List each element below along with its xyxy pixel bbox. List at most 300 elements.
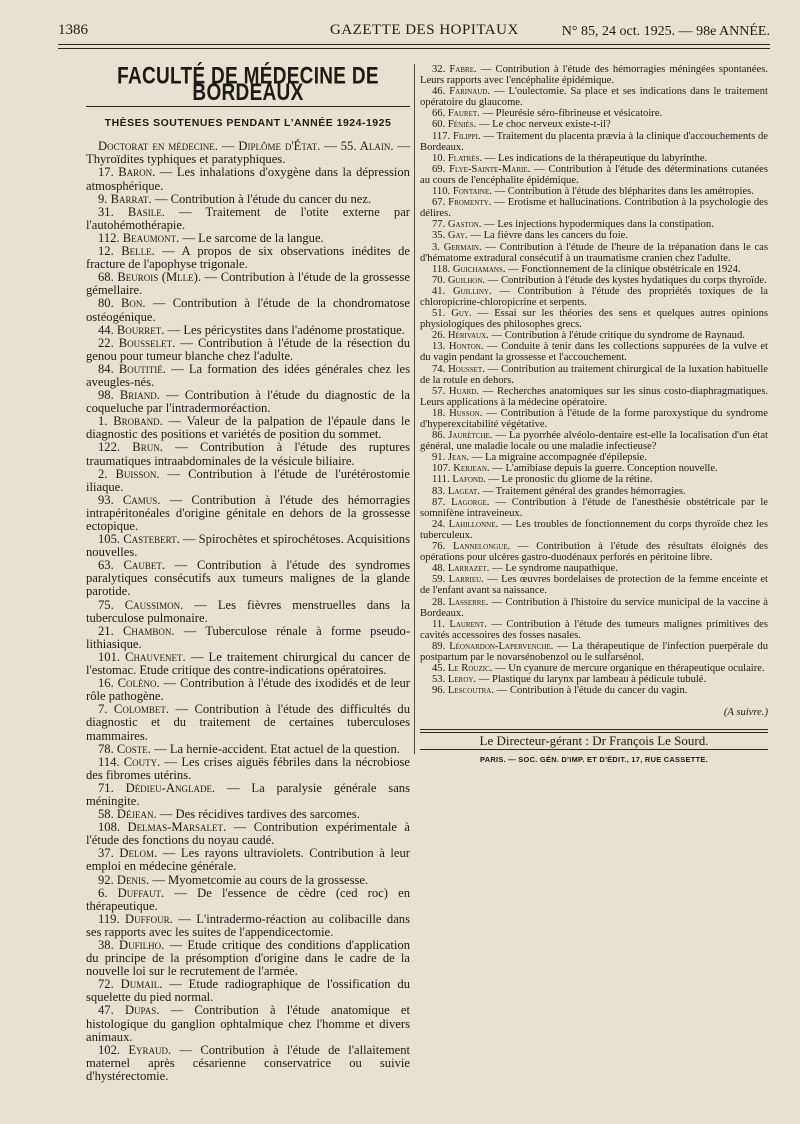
thesis-author: Duffaut.: [117, 885, 165, 900]
thesis-title: — Les indications de la thérapeutique du labyrinthe.: [484, 152, 708, 164]
thesis-number: 53.: [432, 674, 446, 686]
intro-text: — Thyroïdites typhiques et paratyphiques.: [86, 139, 410, 167]
thesis-number: 45.: [432, 663, 446, 675]
thesis-author: Baron.: [118, 165, 156, 180]
intro-label: Doctorat en médecine. — Diplôme d'État.: [98, 139, 321, 154]
thesis-author: Gay.: [447, 230, 468, 242]
thesis-number: 110.: [432, 186, 451, 198]
thesis-entry: [420, 563, 768, 574]
thesis-number: 76.: [432, 541, 446, 553]
thesis-title: — Contribution à l'étude anatomique et histologique du ganglion ophtalmique chez l'homme et divers animaux.: [86, 1003, 410, 1044]
thesis-title: — Conduite à tenir dans les collections suppurées de la vulve et du vagin pendant la grossesse et l'accouchement.: [420, 341, 768, 364]
thesis-number: 92.: [98, 872, 114, 887]
thesis-title: — Contribution à l'étude des propriétés toxiques de la chloropicrine-chloropicrine et serpents.: [420, 285, 768, 308]
thesis-author: Lescoutra.: [447, 685, 494, 697]
thesis-author: Larrazet.: [447, 563, 490, 575]
journal-title: GAZETTE DES HOPITAUX: [330, 22, 519, 38]
thesis-entry: [420, 641, 768, 663]
thesis-title: — Essai sur les théories des sens et quelques autres opinions physiologiques des philosophes grecs.: [420, 308, 769, 331]
header-rule: [58, 44, 770, 45]
thesis-number: 74.: [432, 363, 446, 375]
thesis-entry: [420, 330, 768, 341]
thesis-number: 84.: [98, 361, 114, 376]
issue-info: N° 85, 24 oct. 1925. — 98e ANNÉE.: [561, 24, 770, 39]
thesis-number: 71.: [98, 780, 114, 795]
thesis-author: Gaston.: [447, 219, 482, 231]
thesis-entry: [86, 1004, 410, 1043]
thesis-title: — L'amibiase depuis la guerre. Conception nouvelle.: [492, 463, 718, 475]
thesis-entry: [86, 756, 410, 782]
thesis-title: — L'oulectomie. Sa place et ses indications dans le traitement opératoire du glaucome.: [420, 86, 768, 109]
thesis-number: 35.: [432, 230, 446, 242]
thesis-entry: [86, 271, 410, 297]
thesis-title: — La formation des idées générales chez les aveugles-nés.: [86, 361, 410, 389]
thesis-title: — Plastique du larynx par lambeau à pédicule tubulé.: [478, 674, 707, 686]
thesis-title: — Le syndrome naupathique.: [491, 563, 618, 575]
thesis-entry: [86, 363, 410, 389]
thesis-title: — Le sarcome de la langue.: [182, 230, 324, 245]
thesis-author: Filippi.: [452, 130, 481, 142]
thesis-title: — Contribution à l'étude de l'allaitement maternel après césarienne conservatrice ou suivie d'hystérectomie.: [86, 1042, 411, 1083]
thesis-number: 7.: [98, 702, 108, 717]
thesis-title: — Contribution à l'étude des hémorragies intrapéritonéales d'origine génitale en dehors de la grossesse ectopique.: [86, 492, 410, 533]
thesis-title: — Etude critique des conditions d'application du principe de la présomption d'origine dans le cadre de la nouvelle loi sur le recrutement de l'armée.: [86, 938, 411, 979]
thesis-number: 111.: [432, 474, 450, 486]
thesis-number: 112.: [98, 230, 120, 245]
thesis-title: — Contribution à l'étude des déterminations cutanées au cours de l'encéphalite épidémique.: [420, 163, 768, 186]
thesis-entry: [420, 597, 768, 619]
thesis-author: Delmas-Marsalet.: [127, 820, 227, 835]
thesis-entry: [86, 887, 410, 913]
thesis-number: 108.: [98, 820, 121, 835]
thesis-title: — Recherches anatomiques sur les sinus costo-diaphragmatiques. Leurs applications à la médecine opératoire.: [420, 385, 768, 408]
thesis-entry: [86, 337, 410, 363]
thesis-entry: [420, 486, 768, 497]
thesis-title: — Contribution à l'étude du cancer du nez.: [154, 191, 372, 206]
thesis-author: Briand.: [119, 388, 160, 403]
thesis-entry: [420, 341, 768, 363]
signature-bottom-rule: [420, 749, 768, 750]
header-rule-second: [58, 48, 770, 49]
thesis-number: 22.: [98, 335, 114, 350]
thesis-title: — Contribution à l'étude des blépharites dans les amétropies.: [494, 186, 754, 198]
thesis-author: Coléno.: [117, 676, 160, 691]
thesis-author: Laurent.: [449, 618, 487, 630]
thesis-number: 114.: [98, 754, 120, 769]
thesis-author: Léonardon-Lapervenche.: [449, 640, 554, 652]
thesis-title: — Contribution à l'étude des difficultés du diagnostic et du traitement de certaines tuberculoses mammaires.: [86, 702, 410, 743]
thesis-author: Guy.: [451, 308, 472, 320]
thesis-number: 122.: [98, 440, 121, 455]
thesis-title: — Les péricystites dans l'adénome prostatique.: [167, 322, 405, 337]
thesis-title: — Contribution à l'étude du diagnostic de la coqueluche par l'intradermoréaction.: [86, 388, 410, 416]
thesis-author: Dupas.: [124, 1003, 160, 1018]
thesis-author: Lannelongue.: [452, 541, 511, 553]
thesis-entry: [420, 308, 768, 330]
thesis-title: — Les crises aiguës fébriles dans la nécrobiose des fibromes utérins.: [86, 754, 410, 782]
thesis-entry: [420, 86, 768, 108]
thesis-entry: [420, 108, 768, 119]
thesis-entry: [420, 242, 768, 264]
thesis-number: 86.: [432, 430, 446, 442]
thesis-author: Boutitié.: [118, 361, 166, 376]
thesis-entry: [420, 286, 768, 308]
thesis-entry: [420, 119, 768, 130]
right-thesis-list: [420, 64, 768, 696]
thesis-entry: [86, 245, 410, 271]
thesis-entry: [86, 847, 410, 873]
thesis-title: — La migraine accompagnée d'épilepsie.: [471, 452, 647, 464]
thesis-author: Féniès.: [447, 119, 477, 131]
thesis-title: — Les fièvres menstruelles dans la tuberculose pulmonaire.: [86, 597, 411, 625]
thesis-number: 38.: [98, 938, 114, 952]
thesis-author: Lageat.: [447, 485, 480, 497]
thesis-author: Lagorge.: [451, 496, 490, 508]
thesis-number: 105.: [98, 532, 121, 547]
thesis-author: Camus.: [122, 492, 161, 507]
intro-entry: [86, 140, 410, 166]
thesis-title: — Le traitement chirurgical du cancer de l'estomac. Etude critique des contre-indications opératoires.: [86, 649, 410, 678]
thesis-number: 1.: [98, 414, 108, 429]
thesis-author: Caussimon.: [124, 597, 184, 612]
thesis-number: 78.: [98, 741, 114, 756]
thesis-author: Barrat.: [110, 191, 152, 206]
thesis-number: 21.: [98, 623, 114, 638]
thesis-number: 119.: [98, 911, 120, 926]
thesis-number: 2.: [98, 466, 108, 481]
thesis-number: 37.: [98, 846, 114, 861]
thesis-author: Colombet.: [113, 702, 169, 717]
thesis-number: 96.: [432, 685, 446, 697]
thesis-title: — La fièvre dans les cancers du foie.: [470, 230, 629, 242]
thesis-entry: [420, 430, 768, 452]
thesis-entry: [420, 541, 768, 563]
thesis-title: — Contribution expérimentale à l'étude des fonctions du noyau caudé.: [86, 820, 410, 848]
to-follow: (A suivre.): [723, 706, 768, 718]
thesis-author: Larrieu.: [448, 574, 484, 586]
thesis-author: Flye-Sainte-Marie.: [449, 163, 531, 175]
thesis-entry: [420, 663, 768, 674]
thesis-entry: [420, 364, 768, 386]
thesis-number: 46.: [432, 86, 446, 98]
thesis-author: Beaumont.: [122, 230, 180, 245]
thesis-entry: [420, 131, 768, 153]
thesis-title: — Les injections hypodermiques dans la constipation.: [484, 219, 714, 231]
thesis-entry: [86, 166, 410, 192]
thesis-entry: [420, 230, 768, 241]
thesis-entry: [420, 386, 768, 408]
thesis-author: Husson.: [449, 407, 483, 419]
thesis-author: Farinaud.: [449, 86, 491, 98]
thesis-number: 98.: [98, 388, 114, 403]
theses-subtitle: THÈSES SOUTENUES PENDANT L'ANNÉE 1924-1925: [104, 117, 392, 130]
thesis-title: — La thérapeutique de l'infection puerpérale du postpartum par le novarsénobenzol ou le sulfarsénol.: [420, 640, 769, 663]
thesis-entry: [420, 519, 768, 541]
thesis-author: Beurois (Mlle).: [117, 270, 201, 285]
thesis-entry: [420, 275, 768, 286]
thesis-title: — Les inhalations d'oxygène dans la dépression atmosphérique.: [86, 165, 410, 193]
thesis-title: — Contribution à l'étude des kystes hydatiques du corps thyroïde.: [487, 274, 767, 286]
page-header: [58, 20, 770, 42]
signature-rule: [420, 729, 768, 730]
thesis-number: 13.: [432, 341, 446, 353]
thesis-author: Castebert.: [123, 532, 180, 547]
thesis-author: Lafond.: [452, 474, 486, 486]
thesis-entry: [420, 408, 768, 430]
thesis-title: — De l'essence de cèdre (ced roc) en thérapeutique.: [86, 885, 410, 913]
director-signature: Le Directeur-gérant : Dr François Le Sourd.: [479, 732, 709, 748]
thesis-entry: [420, 186, 768, 197]
thesis-entry: [420, 197, 768, 219]
thesis-number: 48.: [432, 563, 446, 575]
thesis-title: — Myometcomie au cours de la grossesse.: [152, 872, 369, 887]
thesis-entry: [86, 978, 410, 1004]
thesis-author: Déjean.: [116, 807, 157, 822]
thesis-author: Bon.: [121, 296, 146, 311]
thesis-title: — Spirochètes et spirochétoses. Acquisitions nouvelles.: [86, 532, 410, 560]
thesis-title: — Pleurésie séro-fibrineuse et vésicatoire.: [482, 108, 663, 120]
thesis-entry: [86, 821, 410, 847]
thesis-author: Duffour.: [125, 911, 173, 926]
thesis-title: — Contribution à l'étude de la chondromatose ostéogénique.: [86, 296, 411, 324]
thesis-title: — Contribution à l'étude de l'anesthésie obstétricale par le somnifène intraveineux.: [420, 496, 768, 519]
thesis-number: 11.: [432, 618, 445, 630]
thesis-title: — Contribution à l'étude de la forme paroxystique du syndrome d'hyperexcitabilité végétative.: [420, 407, 768, 430]
thesis-author: Lahillonne.: [448, 518, 499, 530]
thesis-author: Flatrès.: [447, 152, 483, 164]
thesis-number: 83.: [432, 485, 446, 497]
thesis-title: — Contribution à l'étude de la résection du genou pour tumeur blanche chez l'adulte.: [86, 335, 410, 363]
thesis-number: 31.: [98, 204, 114, 219]
thesis-author: Huard.: [448, 385, 480, 397]
thesis-number: 28.: [432, 596, 446, 608]
thesis-entry: [86, 297, 410, 323]
thesis-entry: [86, 677, 410, 703]
thesis-author: Jean.: [447, 452, 470, 464]
thesis-number: 77.: [432, 219, 446, 231]
thesis-title: — Contribution à l'étude critique du syndrome de Raynaud.: [491, 330, 745, 342]
thesis-entry: [420, 574, 768, 596]
thesis-number: 57.: [432, 385, 446, 397]
thesis-title: — Contribution à l'étude des ixodidés et de leur rôle pathogène.: [86, 676, 410, 704]
thesis-number: 60.: [432, 119, 446, 131]
thesis-author: Dumail.: [120, 977, 163, 992]
thesis-entry: [86, 533, 410, 559]
thesis-number: 18.: [432, 407, 446, 419]
thesis-title: — A propos de six observations inédites de fracture de l'apophyse trigonale.: [86, 244, 411, 272]
right-column: [420, 64, 768, 765]
thesis-author: Lasserre.: [448, 596, 489, 608]
thesis-author: Fabre.: [449, 64, 477, 75]
left-column: [86, 64, 410, 1083]
thesis-title: — Valeur de la palpation de l'épaule dans le diagnostic des positions et variétés de position du sommet.: [86, 414, 411, 442]
thesis-entry: [420, 264, 768, 275]
thesis-entry: [86, 559, 410, 598]
thesis-number: 67.: [432, 197, 446, 209]
thesis-entry: [86, 782, 410, 808]
thesis-author: Couty.: [123, 754, 161, 769]
thesis-author: Fauret.: [447, 108, 480, 120]
thesis-entry: [86, 703, 410, 742]
thesis-entry: [420, 219, 768, 230]
thesis-title: — La hernie-accident. Etat actuel de la question.: [154, 741, 400, 756]
thesis-title: — Contribution à l'étude des syndromes paralytiques consécutifs aux tumeurs malignes de la glande parotide.: [86, 558, 410, 599]
thesis-number: 12.: [98, 244, 114, 259]
thesis-author: Delom.: [119, 846, 158, 861]
thesis-author: Bourret.: [116, 322, 165, 337]
thesis-author: Le Rouzic.: [447, 663, 493, 675]
thesis-author: Buisson.: [115, 466, 160, 481]
thesis-number: 66.: [432, 108, 446, 120]
thesis-entry: [420, 619, 768, 641]
thesis-number: 26.: [432, 330, 446, 342]
thesis-number: 59.: [432, 574, 446, 586]
thesis-entry: [86, 1044, 410, 1083]
thesis-entry: [86, 389, 410, 415]
thesis-title: — Etude radiographique de l'ossification du squelette du pied normal.: [86, 977, 410, 1005]
printer-line: PARIS. — SOC. GÉN. D'IMP. ET D'ÉDIT., 17, RUE CASSETTE.: [480, 754, 708, 764]
thesis-number: 102.: [98, 1042, 121, 1057]
thesis-number: 75.: [98, 597, 114, 612]
thesis-author: Denis.: [116, 872, 150, 887]
thesis-title: — La paralysie générale sans méningite.: [86, 780, 410, 808]
thesis-entry: [86, 468, 410, 494]
thesis-number: 3.: [432, 241, 440, 253]
thesis-entry: [86, 913, 410, 939]
thesis-entry: [86, 625, 410, 651]
thesis-number: 93.: [98, 492, 114, 507]
thesis-number: 89.: [432, 640, 446, 652]
thesis-entry: [86, 939, 410, 978]
thesis-author: Germain.: [443, 241, 482, 253]
thesis-title: — Traitement de l'otite externe par l'autohémothérapie.: [86, 204, 410, 232]
thesis-entry: [86, 599, 410, 625]
thesis-number: 58.: [98, 807, 114, 822]
thesis-entry: [420, 64, 768, 86]
thesis-author: Belle.: [121, 244, 155, 259]
thesis-number: 68.: [98, 270, 114, 285]
thesis-number: 69.: [432, 163, 446, 175]
thesis-author: Housset.: [448, 363, 485, 375]
thesis-number: 117.: [432, 130, 451, 142]
thesis-author: Kerjean.: [453, 463, 490, 475]
thesis-author: Guilliny.: [452, 285, 492, 297]
thesis-title: — Les troubles de fonctionnement du corps thyroïde chez les tuberculeux.: [420, 518, 769, 541]
thesis-number: 9.: [98, 191, 108, 206]
thesis-author: Guichamans.: [452, 263, 506, 275]
thesis-number: 51.: [432, 308, 446, 320]
thesis-entry: [86, 206, 410, 232]
thesis-entry: [86, 441, 410, 467]
thesis-author: Fontaine.: [452, 186, 492, 198]
thesis-title: — Contribution à l'étude des tumeurs malignes primitives des cavités accessoires des fosses nasales.: [420, 618, 768, 641]
thesis-title: — Les rayons ultraviolets. Contribution à leur emploi en médecine générale.: [86, 846, 411, 874]
left-thesis-list: [86, 166, 410, 1083]
thesis-entry: [86, 415, 410, 441]
thesis-author: Coste.: [116, 741, 151, 756]
thesis-number: 44.: [98, 322, 114, 337]
thesis-author: Leroy.: [447, 674, 477, 686]
thesis-title: — Traitement général des grandes hémorragies.: [482, 485, 686, 497]
thesis-number: 91.: [432, 452, 446, 464]
thesis-number: 24.: [432, 518, 446, 530]
thesis-title: — Contribution à l'histoire du service municipal de la vaccine à Bordeaux.: [420, 596, 768, 619]
thesis-title: — Le choc nerveux existe-t-il?: [478, 119, 611, 131]
thesis-title: — Contribution à l'étude du cancer du vagin.: [496, 685, 688, 697]
thesis-author: Chambon.: [122, 623, 175, 638]
thesis-title: — L'intradermo-réaction au colibacille dans ses rapports avec les suites de l'appendicectomie.: [86, 911, 410, 939]
thesis-title: — Contribution à l'étude des ruptures traumatiques intraabdominales de la vésicule biliaire.: [86, 440, 410, 468]
thesis-author: Fromenty.: [448, 197, 492, 209]
thesis-entry: [420, 674, 768, 685]
thesis-number: 80.: [98, 296, 114, 311]
thesis-number: 17.: [98, 165, 114, 180]
thesis-number: 63.: [98, 558, 114, 573]
thesis-title: — Le pronostic du gliome de la rétine.: [488, 474, 653, 486]
thesis-number: 32.: [432, 64, 446, 75]
thesis-author: Honton.: [448, 341, 484, 353]
thesis-entry: [86, 651, 410, 677]
thesis-author: Guilhon.: [447, 274, 486, 286]
thesis-title: — Traitement du placenta prævia à la clinique d'accouchements de Bordeaux.: [420, 130, 769, 153]
thesis-number: 6.: [98, 885, 108, 900]
thesis-entry: [86, 494, 410, 533]
thesis-author: Hérivaux.: [447, 330, 489, 342]
thesis-title: — Contribution à l'étude de l'heure de la trépanation dans le cas d'hématome extradural consécutif à un traumatisme cranien chez l'adulte.: [420, 241, 768, 264]
thesis-author: Broband.: [113, 414, 163, 429]
thesis-author: Brun.: [132, 440, 163, 455]
thesis-number: 16.: [98, 676, 114, 691]
thesis-entry: [420, 463, 768, 474]
thesis-number: 107.: [432, 463, 451, 475]
thesis-entry: [420, 153, 768, 164]
thesis-title: — Les œuvres bordelaises de protection de la femme enceinte et de l'enfant avant sa naissance.: [420, 574, 768, 597]
thesis-title: — Des récidives tardives des sarcomes.: [159, 807, 360, 822]
thesis-author: Eyraud.: [128, 1042, 172, 1057]
heading-rule: [86, 106, 410, 107]
thesis-title: — Contribution à l'étude de l'urétérostomie iliaque.: [86, 466, 410, 494]
thesis-title: — Contribution à l'étude des hémorragies méningées spontanées. Leurs rapports avec l'encéphalite épidémique.: [420, 64, 768, 87]
thesis-title: — Erotisme et hallucinations. Contribution à la psychologie des délires.: [420, 197, 768, 220]
intro-first: — 55. Alain.: [324, 139, 394, 154]
thesis-number: 70.: [432, 274, 446, 286]
faculty-heading: FACULTÉ DE MÉDECINE DE BORDEAUX: [117, 63, 379, 107]
thesis-entry: [420, 474, 768, 485]
thesis-author: Dufilho.: [119, 938, 165, 952]
thesis-number: 87.: [432, 496, 446, 508]
thesis-number: 118.: [432, 263, 451, 275]
thesis-title: — Tuberculose rénale à forme pseudo-lithiasique.: [86, 623, 411, 651]
thesis-number: 47.: [98, 1003, 114, 1018]
thesis-number: 10.: [432, 152, 446, 164]
thesis-number: 101.: [98, 649, 121, 664]
column-divider: [414, 64, 415, 754]
thesis-entry: [420, 497, 768, 519]
thesis-number: 72.: [98, 977, 114, 992]
thesis-title: — La pyorrhée alvéolo-dentaire est-elle la localisation d'un état général, une maladie locale ou une maladie infectieuse?: [420, 430, 768, 453]
thesis-author: Caubet.: [123, 558, 165, 573]
thesis-title: — Contribution à l'étude des résultats éloignés des opérations pour ulcères gastro-duodénaux perforés en péritoine libre.: [420, 541, 768, 564]
thesis-author: Dédieu-Anglade.: [125, 780, 216, 795]
thesis-title: — Un cyanure de mercure organique en thérapeutique oculaire.: [495, 663, 765, 675]
thesis-author: Bousselet.: [118, 335, 176, 350]
thesis-author: Jaurètche.: [448, 430, 493, 442]
thesis-title: — Contribution au traitement chirurgical de la luxation habituelle de la rotule en dehors.: [420, 363, 769, 386]
thesis-title: — Contribution à l'étude de la grossesse gémellaire.: [86, 270, 411, 298]
thesis-entry: [420, 452, 768, 463]
thesis-entry: [420, 164, 768, 186]
thesis-author: Basile.: [127, 204, 165, 219]
